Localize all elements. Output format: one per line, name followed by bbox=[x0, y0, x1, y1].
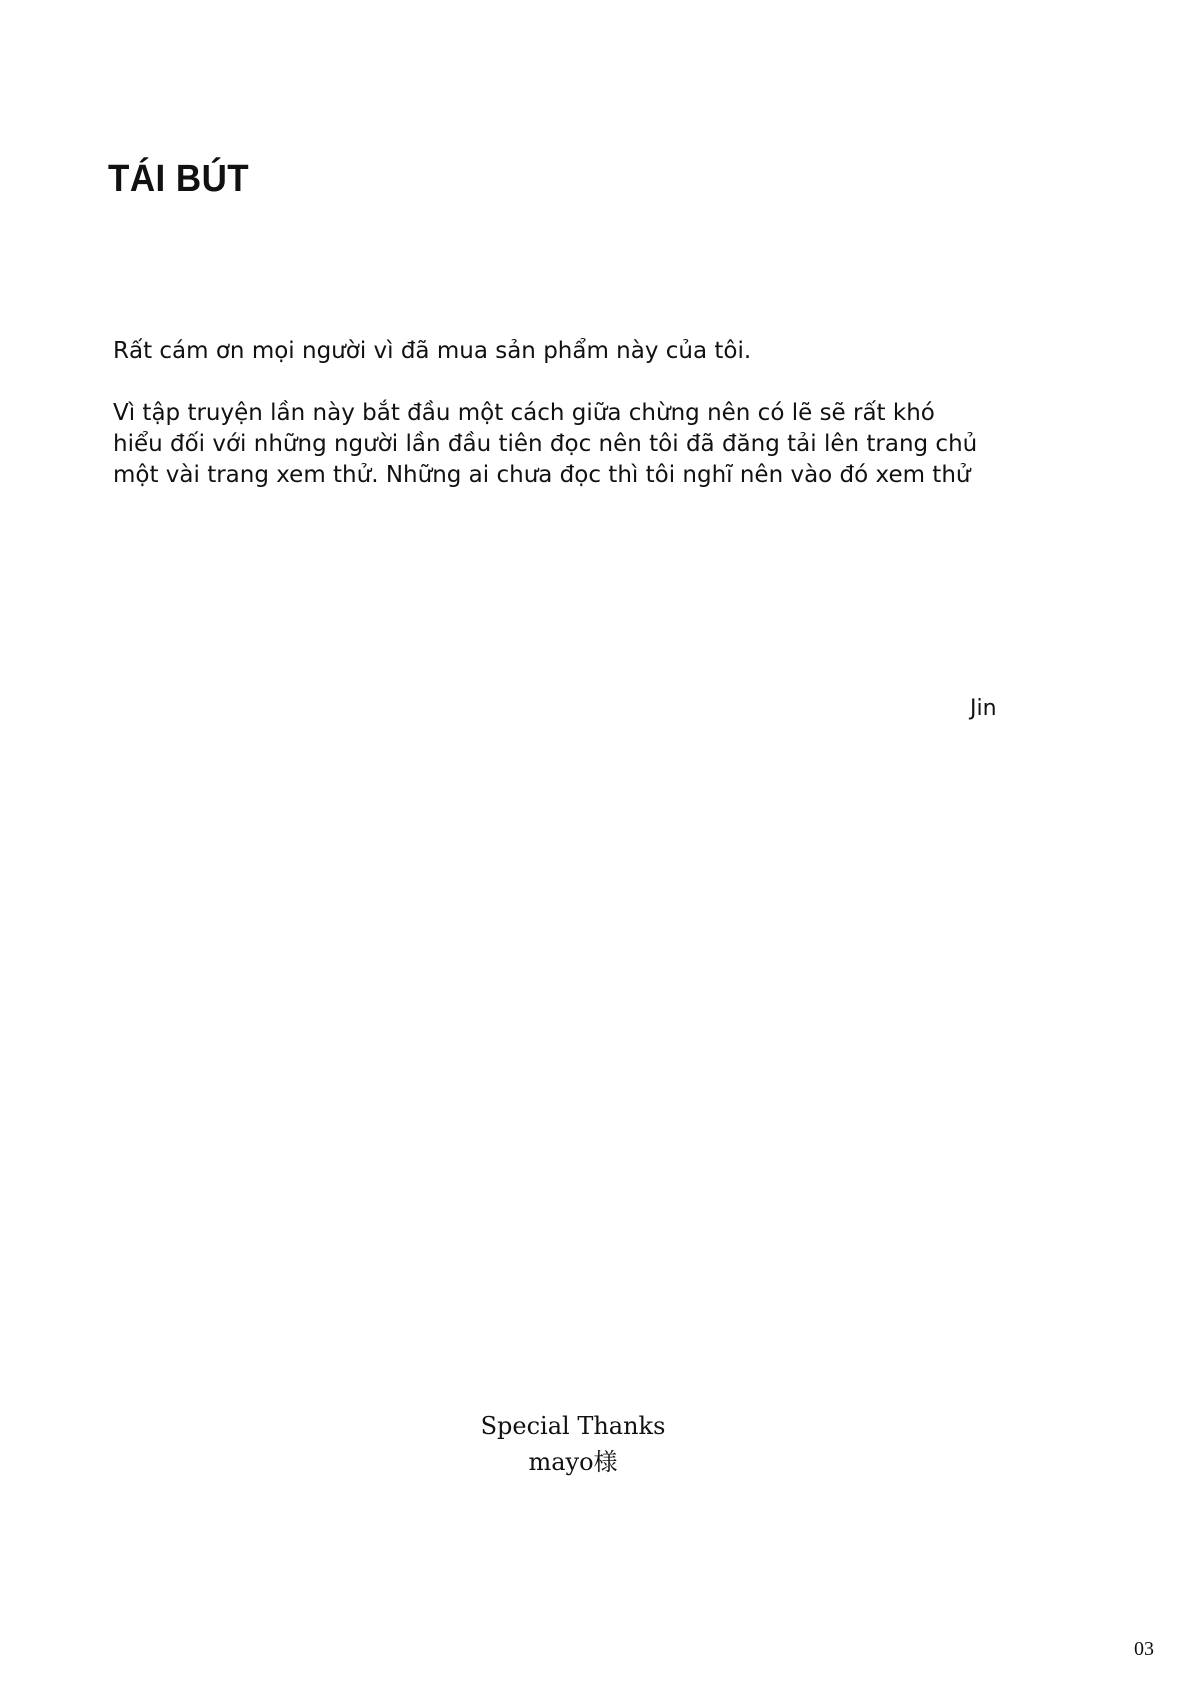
special-thanks-block bbox=[400, 1408, 746, 1480]
page-number: 03 bbox=[1134, 1638, 1154, 1660]
page-title: TÁI BÚT bbox=[108, 158, 250, 200]
special-thanks-heading: Special Thanks bbox=[480, 1412, 666, 1440]
thanks-paragraph: Rất cám ơn mọi người vì đã mua sản phẩm này của tôi. bbox=[113, 338, 752, 364]
explanation-line: một vài trang xem thử. Những ai chưa đọc thì tôi nghĩ nên vào đó xem thử bbox=[113, 462, 971, 488]
special-thanks-name: mayo様 bbox=[528, 1448, 618, 1476]
author-signature: Jin bbox=[970, 696, 997, 721]
explanation-line: hiểu đối với những người lần đầu tiên đọc nên tôi đã đăng tải lên trang chủ bbox=[113, 431, 978, 457]
explanation-line: Vì tập truyện lần này bắt đầu một cách giữa chừng nên có lẽ sẽ rất khó bbox=[113, 400, 935, 426]
explanation-paragraph bbox=[113, 398, 1013, 491]
